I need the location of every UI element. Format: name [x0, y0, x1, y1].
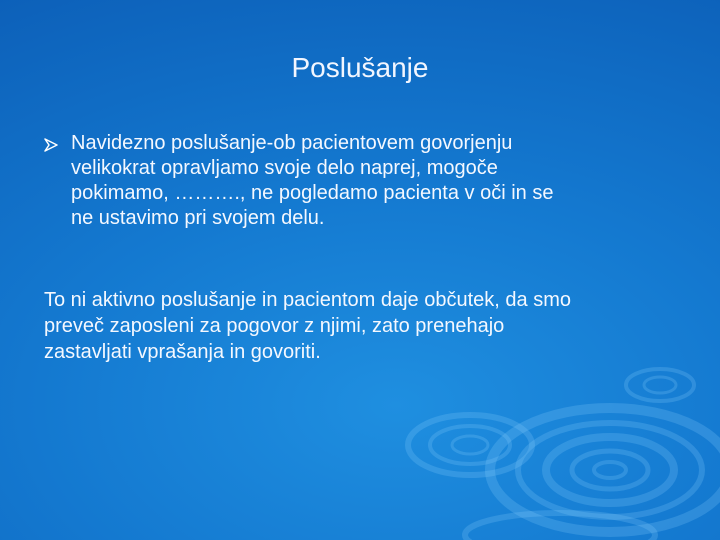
bullet-line: Navidezno poslušanje-ob pacientovem govorjenju: [71, 132, 513, 154]
paragraph-line: zastavljati vprašanja in govoriti.: [44, 341, 321, 363]
slide-title: Poslušanje: [291, 52, 429, 83]
bullet-line: ne ustavimo pri svojem delu.: [71, 207, 325, 229]
body-paragraph: [44, 287, 694, 365]
bullet-line: velikokrat opravljamo svoje delo naprej, mogoče: [71, 157, 498, 179]
bullet-line: pokimamo, ………., ne pogledamo pacienta v oči in se: [71, 182, 554, 204]
arrowhead-bullet-icon: [44, 138, 58, 152]
paragraph-line: To ni aktivno poslušanje in pacientom daje občutek, da smo: [44, 289, 571, 311]
paragraph-line: preveč zaposleni za pogovor z njimi, zato prenehajo: [44, 315, 505, 337]
bullet-text: [71, 131, 681, 231]
